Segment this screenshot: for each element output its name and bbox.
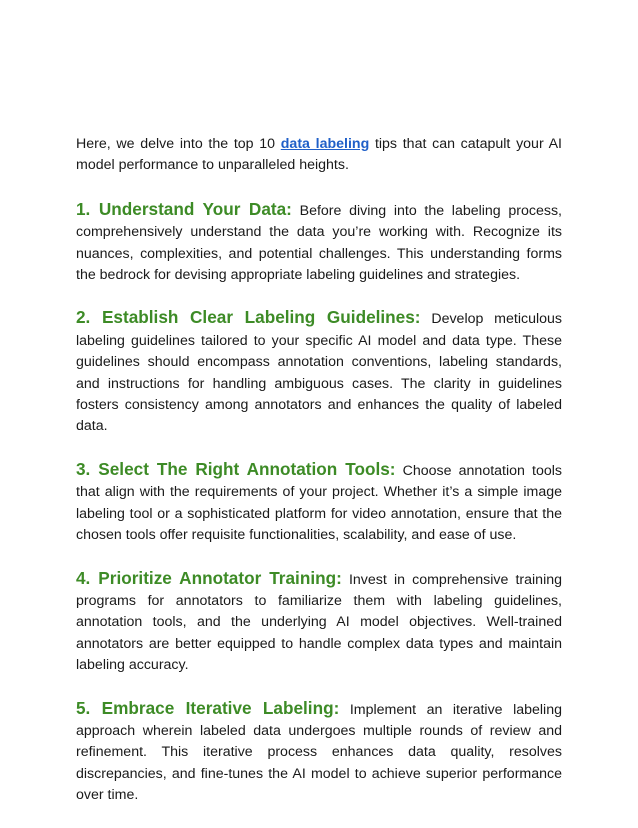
tip-1-body: Before diving into the labeling process, comprehensively understand the data you’re working with. Recognize its nuances, complexities, and potential challenges. This understanding forms the bedrock for devising appropriate labeling guidelines and strategies. [76,202,562,284]
tip-3-body: Choose annotation tools that align with the requirements of your project. Whether it’s a simple image labeling tool or a sophisticated platform for video annotation, ensure that the chosen tools offer requisite functionalities, scalability, and ease of use. [76,462,562,544]
tip-4-paragraph [76,568,562,677]
tip-2-paragraph [76,307,562,437]
tip-4-body: Invest in comprehensive training programs for annotators to familiarize them with labeling guidelines, annotation tools, and the underlying AI model objectives. Well-trained annotators are better equipped to handle complex data types and maintain labeling accuracy. [76,571,563,674]
document-page [76,134,562,828]
tip-5-heading: 5. Embrace Iterative Labeling: [76,697,340,718]
tip-2-heading: 2. Establish Clear Labeling Guidelines: [76,307,421,328]
tip-5-body: Implement an iterative labeling approach wherein labeled data undergoes multiple rounds of review and refinement. This iterative process enhances data quality, resolves discrepancies, and fine-tunes the AI model to achieve superior performance over time. [76,701,562,804]
intro-paragraph [76,134,562,177]
tip-3-heading: 3. Select The Right Annotation Tools: [76,458,396,479]
data-labeling-link[interactable]: data labeling [280,136,370,152]
tip-1-heading: 1. Understand Your Data: [76,198,292,219]
tip-2-body: Develop meticulous labeling guidelines tailored to your specific AI model and data type. These guidelines should encompass annotation conventions, labeling standards, and instructions for handling ambiguous cases. The clarity in guidelines fosters consistency among annotators and enhances the quality of labeled data. [76,311,562,435]
intro-text-after-link: tips that can catapult your AI model performance to unparalleled heights. [76,136,562,174]
tip-1-paragraph [76,199,562,287]
tip-3-paragraph [76,459,562,547]
intro-text-before-link: Here, we delve into the top 10 [76,136,281,152]
tip-5-paragraph [76,698,562,807]
tip-4-heading: 4. Prioritize Annotator Training: [76,567,342,588]
